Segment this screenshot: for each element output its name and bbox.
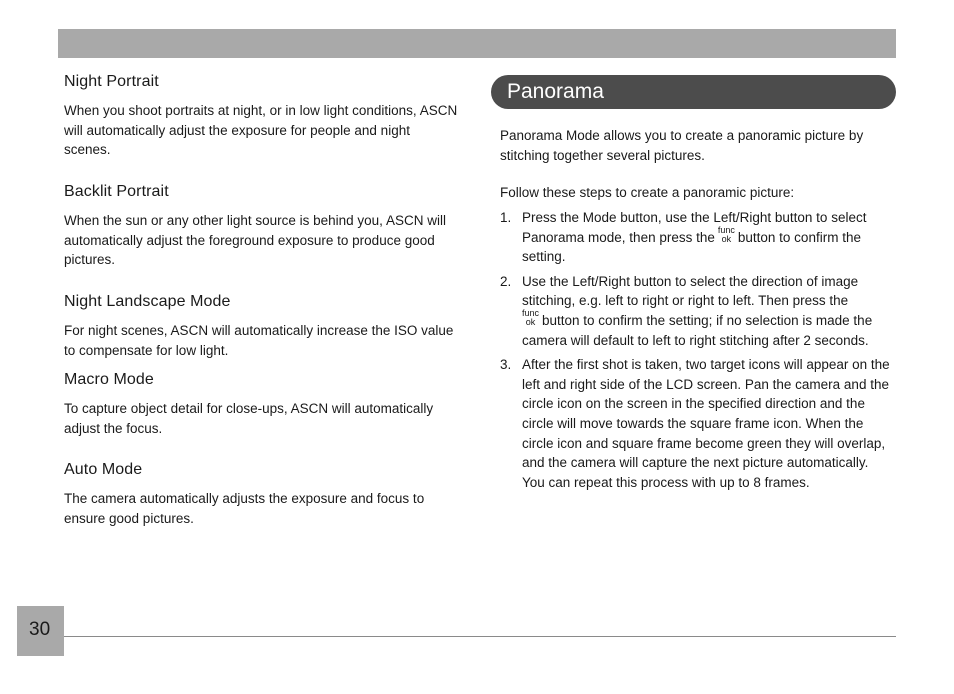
panorama-title-banner — [491, 75, 896, 109]
section-heading: Night Portrait — [64, 73, 159, 90]
func-label: func — [522, 308, 540, 319]
section-night-portrait — [64, 72, 459, 160]
ok-label: ok — [721, 234, 732, 245]
section-night-landscape — [64, 292, 459, 360]
footer-divider — [64, 636, 896, 637]
page-number: 30 — [29, 619, 51, 640]
step-text-before: Press the Mode button, use the Left/Right button to select Panorama mode, then press the — [522, 210, 867, 245]
step-text — [522, 208, 892, 267]
ok-label: ok — [525, 317, 536, 328]
section-heading: Auto Mode — [64, 461, 143, 478]
step-number: 2. — [500, 273, 512, 289]
section-heading: Night Landscape Mode — [64, 293, 231, 310]
section-heading: Macro Mode — [64, 371, 154, 388]
func-ok-icon — [522, 309, 539, 327]
panorama-intro: Panorama Mode allows you to create a panoramic picture by stitching together several pictures. — [500, 128, 864, 163]
step-number: 3. — [500, 357, 512, 373]
step-number: 1. — [500, 210, 512, 225]
steps-list — [500, 208, 892, 497]
step-text-after: button to confirm the setting; if no selection is made the camera will default to left to right stitching after 2 seconds. — [522, 312, 873, 348]
section-macro-mode — [64, 370, 459, 438]
step-text-after: button to confirm the setting. — [522, 229, 861, 265]
step-text: After the first shot is taken, two target icons will appear on the left and right side of the LCD screen. Pan the camera and the circle icon on the screen in the specified direction and the circle will move towards the square frame icon. When the circle icon and square frame become green they will overlap, and the camera will capture the next picture automatically. You can repeat this process with up to 8 frames. — [522, 357, 890, 490]
header-bar — [58, 29, 896, 58]
step-text — [522, 272, 892, 350]
section-auto-mode — [64, 460, 459, 528]
steps-intro: Follow these steps to create a panoramic picture: — [500, 185, 795, 200]
func-ok-icon — [718, 226, 735, 244]
list-item — [500, 355, 892, 492]
list-item — [500, 208, 892, 267]
list-item — [500, 272, 892, 350]
step-text-before: Use the Left/Right button to select the direction of image stitching, e.g. left to right or right to left. Then press the — [522, 273, 859, 309]
section-body: When the sun or any other light source is behind you, ASCN will automatically adjust the foreground exposure to produce good pictures. — [64, 213, 446, 268]
section-heading: Backlit Portrait — [64, 183, 169, 200]
section-backlit-portrait — [64, 182, 459, 270]
func-label: func — [717, 225, 735, 236]
section-body: When you shoot portraits at night, or in low light conditions, ASCN will automatically adjust the exposure for people and night scenes. — [64, 103, 458, 158]
page-number-box — [17, 606, 64, 656]
section-body: To capture object detail for close-ups, ASCN will automatically adjust the focus. — [64, 401, 434, 436]
section-body: For night scenes, ASCN will automatically increase the ISO value to compensate for low light. — [64, 323, 454, 358]
page-title: Panorama — [507, 80, 604, 103]
section-body: The camera automatically adjusts the exposure and focus to ensure good pictures. — [64, 491, 425, 526]
